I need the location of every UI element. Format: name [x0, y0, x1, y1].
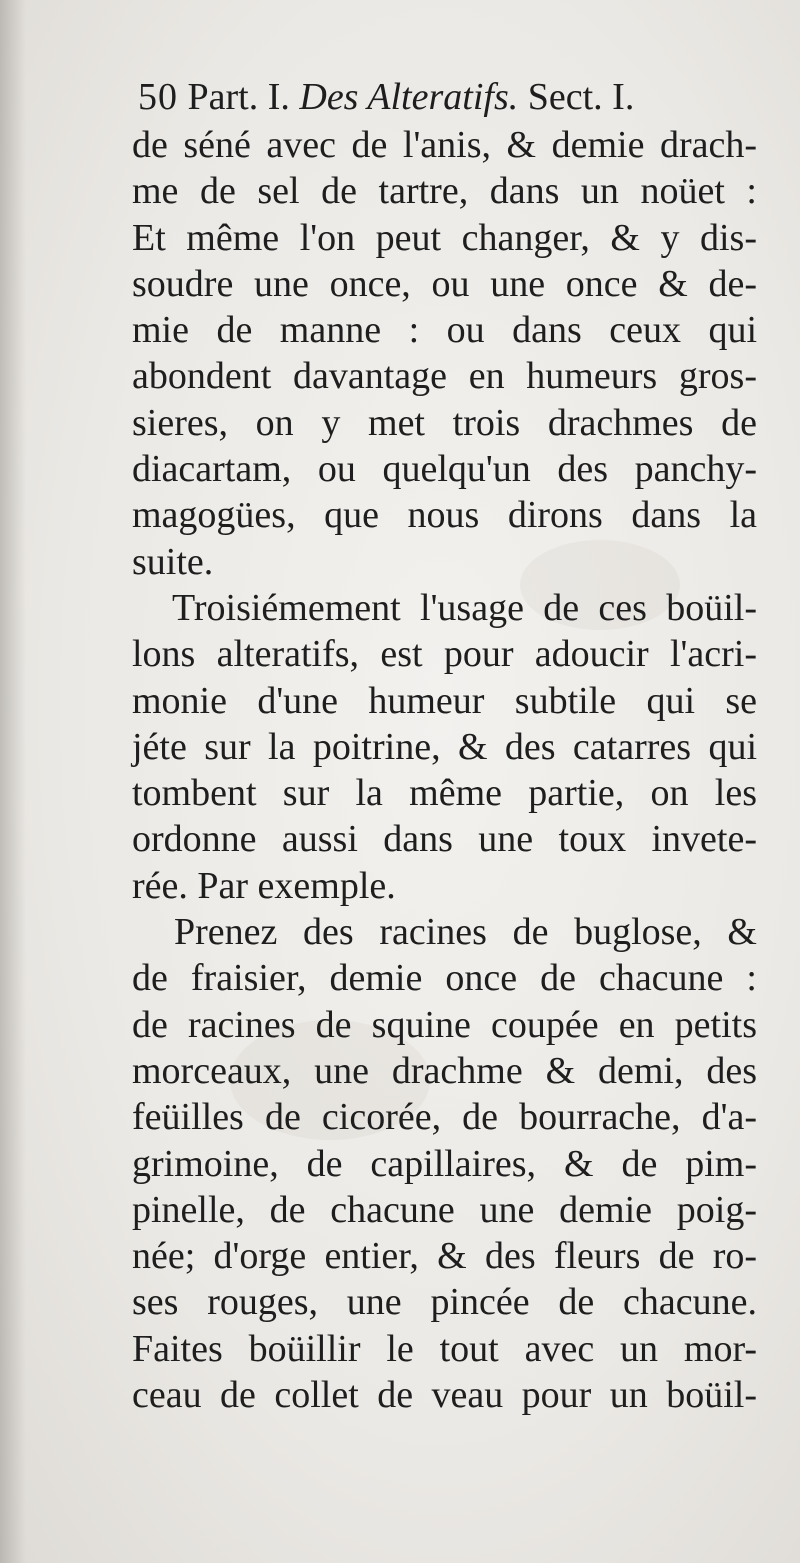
text-line: morceaux, une drachme & demi, des [132, 1049, 757, 1092]
header-section: Sect. I. [527, 76, 635, 118]
text-line: lons alteratifs, est pour adoucir l'acri- [132, 633, 757, 676]
text-line: Et même l'on peut changer, & y dis- [132, 216, 757, 259]
text-line: grimoine, de capillaires, & de pim- [132, 1142, 757, 1185]
header-part: Part. I. [187, 76, 290, 118]
gutter-shadow [0, 0, 26, 1563]
text-line: jéte sur la poitrine, & des catarres qui [132, 725, 757, 768]
text-line: diacartam, ou quelqu'un des panchy- [132, 448, 757, 491]
text-line: me de sel de tartre, dans un noüet : [132, 170, 757, 213]
text-line: rée. Par exemple. [132, 864, 396, 907]
text-line: magogües, que nous dirons dans la [132, 494, 757, 537]
text-line: abondent davantage en humeurs gros- [132, 355, 757, 398]
text-line: ceau de collet de veau pour un boüil- [132, 1374, 757, 1417]
running-header [138, 74, 758, 120]
text-line: Faites boüillir le tout avec un mor- [132, 1327, 757, 1370]
text-line: feüilles de cicorée, de bourrache, d'a- [132, 1096, 757, 1139]
text-line: Prenez des racines de buglose, & [174, 911, 757, 954]
text-line: née; d'orge entier, & des fleurs de ro- [132, 1235, 757, 1278]
text-line: ordonne aussi dans une toux invete- [132, 818, 757, 861]
page-number: 50 [138, 76, 178, 118]
text-line: pinelle, de chacune une demie poig- [132, 1188, 757, 1231]
text-line: de séné avec de l'anis, & demie drach- [132, 124, 757, 166]
text-line: de racines de squine coupée en petits [132, 1003, 757, 1046]
text-line: sieres, on y met trois drachmes de [132, 401, 757, 444]
text-line: de fraisier, demie once de chacune : [132, 957, 757, 1000]
body-text [132, 122, 757, 1418]
text-line: monie d'une humeur subtile qui se [132, 679, 757, 722]
text-line: tombent sur la même partie, on les [132, 772, 757, 815]
text-line: suite. [132, 540, 214, 583]
text-line: mie de manne : ou dans ceux qui [132, 309, 757, 352]
text-line: ses rouges, une pincée de chacune. [132, 1281, 757, 1324]
header-title: Des Alteratifs. [299, 76, 519, 118]
text-line: Troisiémement l'usage de ces boüil- [172, 586, 757, 629]
text-line: soudre une once, ou une once & de- [132, 262, 757, 305]
